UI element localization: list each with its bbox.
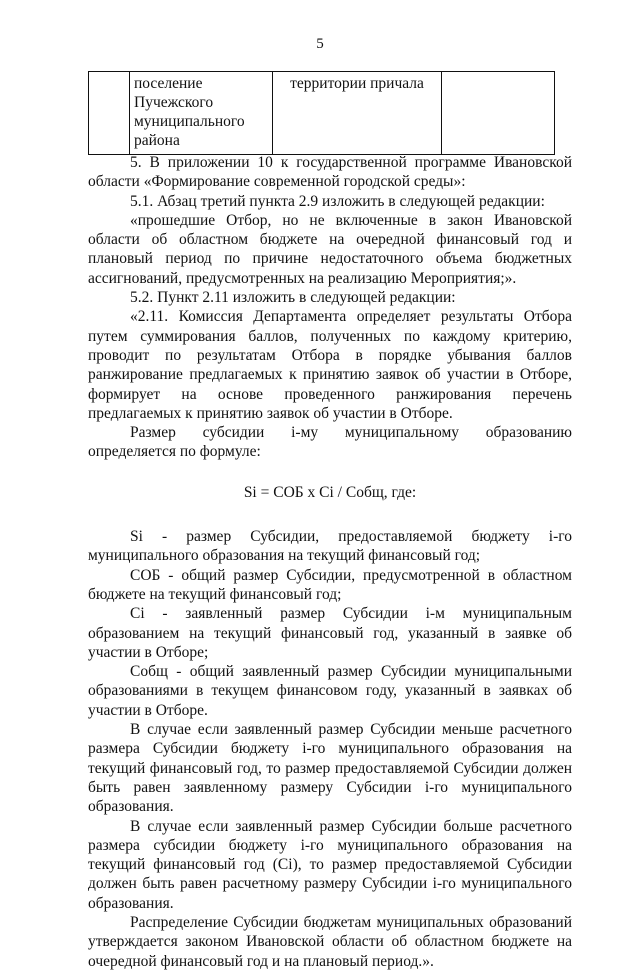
- paragraph-formula-intro: Размер субсидии i-му муниципальному образованию определяется по формуле:: [88, 424, 572, 461]
- paragraph-greater-case: В случае если заявленный размер Субсидии больше расчетного размера субсидии бюджету i-го муниципального образования на текущий финансовый год (Ci), то размер предоставляемой Субсидии должен быть равен расчетному размеру Субсидии i-го муниципального образования.: [88, 817, 572, 912]
- paragraph-less-case: В случае если заявленный размер Субсидии меньше расчетного размера Субсидии бюджету i-го муниципального образования на текущий финансовый год, то размер предоставляемой Субсидии должен быть равен заявленному размеру Субсидии i-го муниципального образования.: [88, 721, 572, 816]
- paragraph-distribution: Распределение Субсидии бюджетам муниципальных образований утверждается законом Ивановской области об областном бюджете на очередной финансовый год и на плановый период.».: [88, 913, 572, 970]
- continued-table: [88, 71, 555, 155]
- page-number: 5: [316, 36, 324, 52]
- table-cell-object: территории причала: [273, 72, 442, 155]
- paragraph-item-5: 5. В приложении 10 к государственной программе Ивановской области «Формирование современной городской среды»:: [88, 154, 572, 191]
- document-body: [88, 153, 572, 971]
- paragraph-quote-2-9: «прошедшие Отбор, но не включенные в закон Ивановской области об областном бюджете на очередной финансовый год и плановый период по причине недостаточного объема бюджетных ассигнований, предусмотренных на реализацию Мероприятия;».: [88, 211, 572, 287]
- table-cell-settlement: поселение Пучежского муниципального района: [130, 72, 273, 155]
- definition-sobshch: Собщ - общий заявленный размер Субсидии муниципальными образованиями в текущем финансовом году, указанный в заявках об участии в Отборе.: [88, 663, 572, 719]
- definition-sob: СОБ - общий размер Субсидии, предусмотренной в областном бюджете на текущий финансовый год;: [88, 566, 572, 603]
- paragraph-item-5-1: 5.1. Абзац третий пункта 2.9 изложить в следующей редакции:: [130, 192, 545, 210]
- paragraph-item-5-2: 5.2. Пункт 2.11 изложить в следующей редакции:: [130, 289, 456, 307]
- paragraph-quote-2-11: «2.11. Комиссия Департамента определяет результаты Отбора путем суммирования баллов, полученных по каждому критерию, проводит по результатам Отбора в порядке убывания баллов ранжирование предлагаемых к принятию заявок об участии в Отборе, формирует на основе проведенного ранжирования перечень предлагаемых к принятию заявок об участии в Отборе.: [88, 308, 572, 422]
- table-cell-number: [89, 72, 130, 155]
- table-row: [89, 72, 555, 155]
- definition-ci: Ci - заявленный размер Субсидии i-м муниципальным образованием на текущий финансовый год, указанный в заявке об участии в Отборе;: [88, 605, 572, 661]
- subsidy-formula: Si = СОБ х Ci / Собщ, где:: [243, 483, 417, 501]
- table-cell-empty: [442, 72, 555, 155]
- definition-si: Si - размер Субсидии, предоставляемой бюджету i-го муниципального образования на текущий финансовый год;: [88, 528, 572, 565]
